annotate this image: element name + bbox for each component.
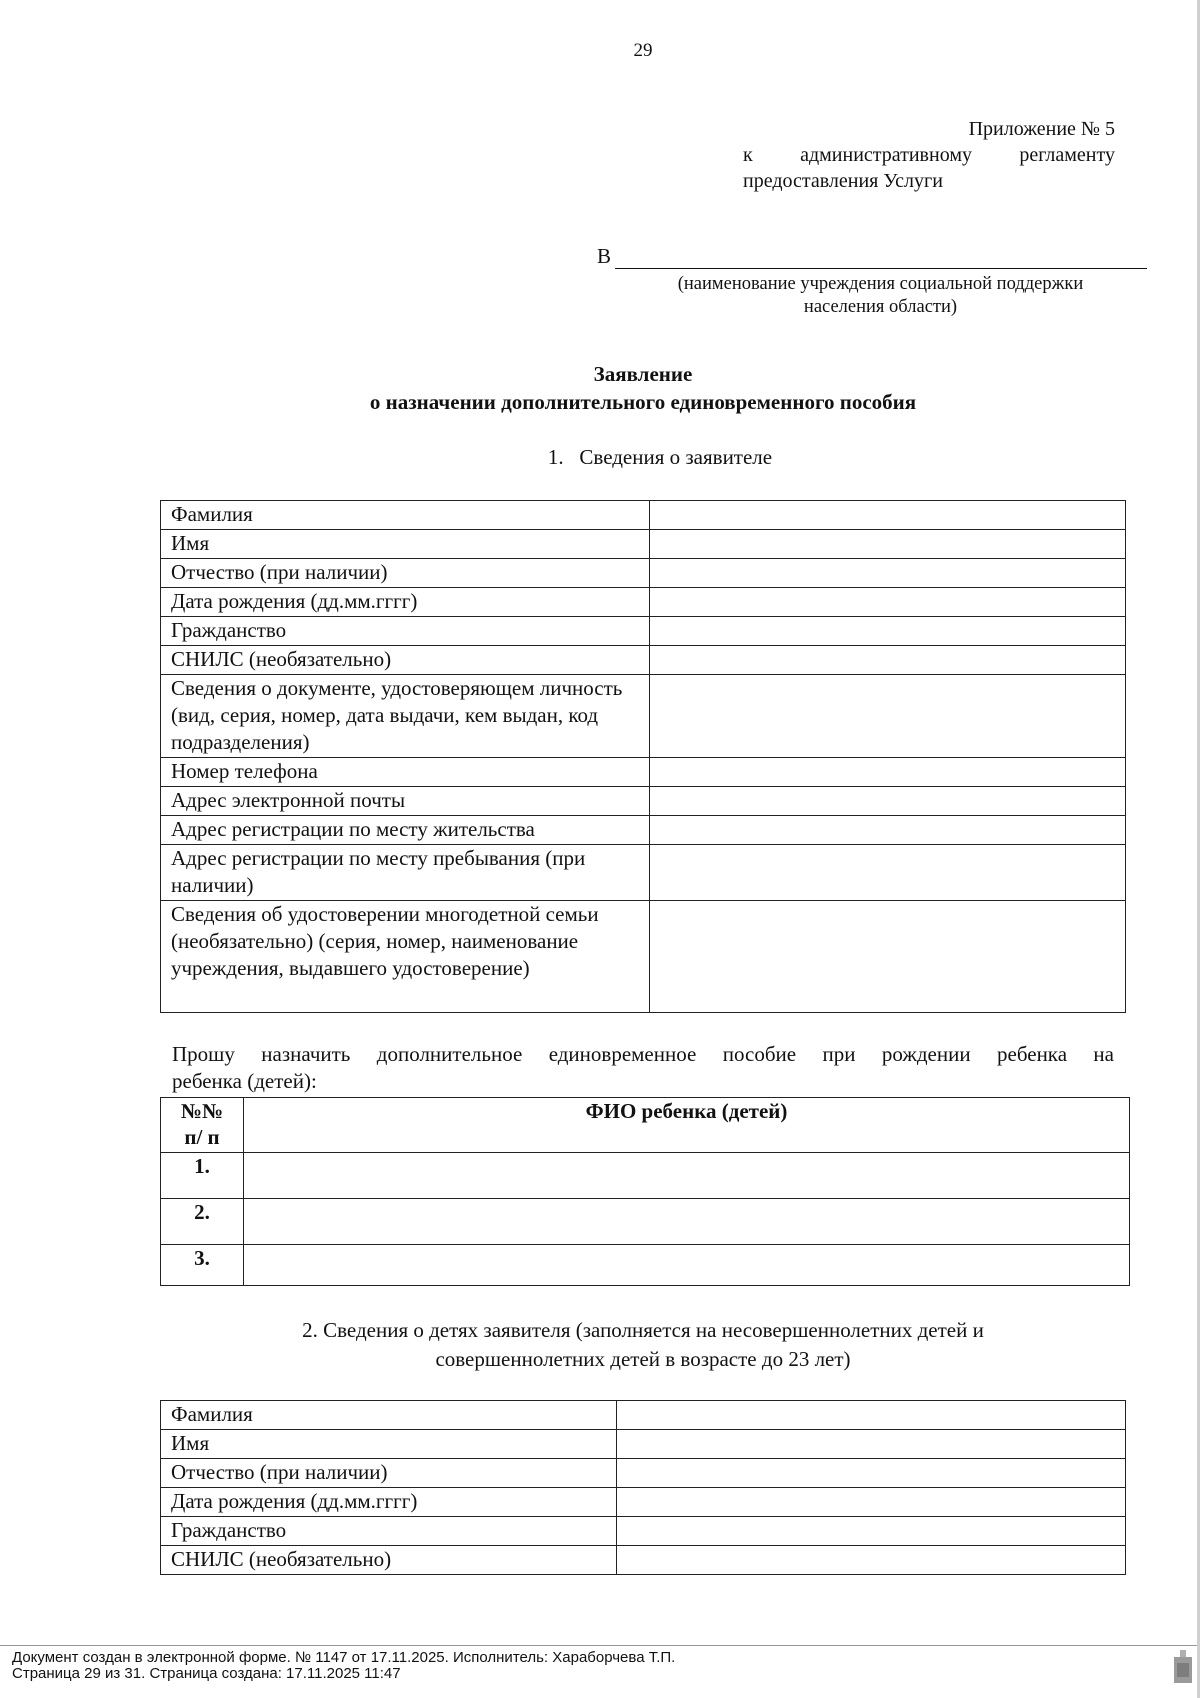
header-child-name: ФИО ребенка (детей): [244, 1098, 1130, 1153]
request-text-line-1: Прошу назначить дополнительное единовременное пособие при рождении ребенка на: [172, 1042, 1114, 1066]
row-number: 2.: [161, 1199, 244, 1245]
page-number: 29: [633, 40, 653, 61]
child-name-cell[interactable]: [244, 1153, 1130, 1199]
field-label: Имя: [161, 530, 650, 559]
appendix-word: административному: [800, 144, 972, 166]
table-row: [161, 1245, 1130, 1286]
field-value-cell[interactable]: [650, 675, 1126, 758]
field-value-cell[interactable]: [650, 617, 1126, 646]
applicant-table: [160, 500, 1126, 1013]
table-row: [161, 646, 1126, 675]
request-text-line-2: ребенка (детей):: [172, 1069, 317, 1093]
table-row: [161, 758, 1126, 787]
field-label: Сведения о документе, удостоверяющем личность (вид, серия, номер, дата выдачи, кем выдан, код подразделения): [161, 675, 650, 758]
table-row: [161, 1546, 1126, 1575]
field-label: Адрес регистрации по месту жительства: [161, 816, 650, 845]
appendix-reference: [743, 116, 1115, 194]
form-subtitle: о назначении дополнительного единовременного пособия: [369, 390, 917, 414]
footer-divider: [0, 1645, 1200, 1646]
field-value-cell[interactable]: [617, 1459, 1126, 1488]
table-row: [161, 1517, 1126, 1546]
appendix-number: Приложение № 5: [968, 118, 1115, 140]
section-1-heading: [0, 443, 1200, 472]
table-row: [161, 588, 1126, 617]
section-2-heading: [160, 1316, 1126, 1374]
table-row: [161, 1459, 1126, 1488]
field-value-cell[interactable]: [617, 1488, 1126, 1517]
field-label: Имя: [161, 1430, 617, 1459]
field-value-cell[interactable]: [650, 588, 1126, 617]
field-label: Дата рождения (дд.мм.гггг): [161, 1488, 617, 1517]
recipient-prefix: В: [597, 244, 612, 268]
field-value-cell[interactable]: [650, 530, 1126, 559]
field-label: Фамилия: [161, 501, 650, 530]
field-value-cell[interactable]: [650, 758, 1126, 787]
field-label: Гражданство: [161, 1517, 617, 1546]
section-1-label: Сведения о заявителе: [579, 445, 773, 469]
field-value-cell[interactable]: [650, 816, 1126, 845]
table-row: [161, 1401, 1126, 1430]
table-row: [161, 675, 1126, 758]
field-label: Адрес регистрации по месту пребывания (при наличии): [161, 845, 650, 901]
table-row: [161, 559, 1126, 588]
field-label: Адрес электронной почты: [161, 787, 650, 816]
field-label: СНИЛС (необязательно): [161, 1546, 617, 1575]
recipient-hint: [618, 273, 1143, 319]
appendix-word: регламенту: [1019, 144, 1115, 166]
table-row: [161, 530, 1126, 559]
table-row: [161, 501, 1126, 530]
table-row: [161, 845, 1126, 901]
footer-line: Документ создан в электронной форме. № 1147 от 17.11.2025. Исполнитель: Хараборчева Т.П.: [12, 1649, 676, 1666]
document-footer: [12, 1650, 675, 1682]
children-table: [160, 1097, 1130, 1286]
field-value-cell[interactable]: [650, 501, 1126, 530]
section-2-line: 2. Сведения о детях заявителя (заполняется на несовершеннолетних детей и: [302, 1318, 984, 1342]
children-table-header: [161, 1098, 1130, 1153]
field-label: Гражданство: [161, 617, 650, 646]
field-label: Номер телефона: [161, 758, 650, 787]
footer-line: Страница 29 из 31. Страница создана: 17.11.2025 11:47: [12, 1665, 401, 1682]
field-value-cell[interactable]: [617, 1517, 1126, 1546]
section-1-number: 1.: [547, 445, 564, 469]
appendix-line-3: предоставления Услуги: [743, 170, 943, 192]
field-label: Отчество (при наличии): [161, 1459, 617, 1488]
table-row: [161, 787, 1126, 816]
field-value-cell[interactable]: [617, 1546, 1126, 1575]
header-number: [161, 1098, 244, 1153]
field-value-cell[interactable]: [617, 1430, 1126, 1459]
section-2-line: совершеннолетних детей в возрасте до 23 лет): [435, 1347, 851, 1371]
field-label: Сведения об удостоверении многодетной семьи (необязательно) (серия, номер, наименование учреждения, выдавшего удостоверение): [161, 901, 650, 1013]
header-number-line: п/ п: [184, 1125, 220, 1149]
coat-of-arms-icon: [1172, 1649, 1194, 1685]
field-value-cell[interactable]: [650, 787, 1126, 816]
table-row: [161, 816, 1126, 845]
field-label: Дата рождения (дд.мм.гггг): [161, 588, 650, 617]
appendix-line-2: [743, 142, 1115, 168]
field-label: Фамилия: [161, 1401, 617, 1430]
table-row: [161, 617, 1126, 646]
field-value-cell[interactable]: [650, 559, 1126, 588]
field-value-cell[interactable]: [650, 646, 1126, 675]
field-value-cell[interactable]: [650, 901, 1126, 1013]
table-row: [161, 1153, 1130, 1199]
table-row: [161, 1430, 1126, 1459]
field-value-cell[interactable]: [650, 845, 1126, 901]
table-row: [161, 901, 1126, 1013]
table-row: [161, 1199, 1130, 1245]
table-row: [161, 1488, 1126, 1517]
form-title: Заявление: [593, 362, 693, 386]
header-number-line: №№: [180, 1099, 224, 1123]
field-value-cell[interactable]: [617, 1401, 1126, 1430]
recipient-hint-line: населения области): [803, 297, 958, 317]
row-number: 3.: [161, 1245, 244, 1286]
row-number: 1.: [161, 1153, 244, 1199]
field-label: Отчество (при наличии): [161, 559, 650, 588]
recipient-field[interactable]: [597, 244, 1147, 269]
child-info-table: [160, 1400, 1126, 1575]
appendix-word: к: [743, 144, 753, 166]
field-label: СНИЛС (необязательно): [161, 646, 650, 675]
child-name-cell[interactable]: [244, 1245, 1130, 1286]
recipient-hint-line: (наименование учреждения социальной поддержки: [677, 274, 1084, 294]
recipient-blank-line[interactable]: [615, 268, 1147, 269]
child-name-cell[interactable]: [244, 1199, 1130, 1245]
